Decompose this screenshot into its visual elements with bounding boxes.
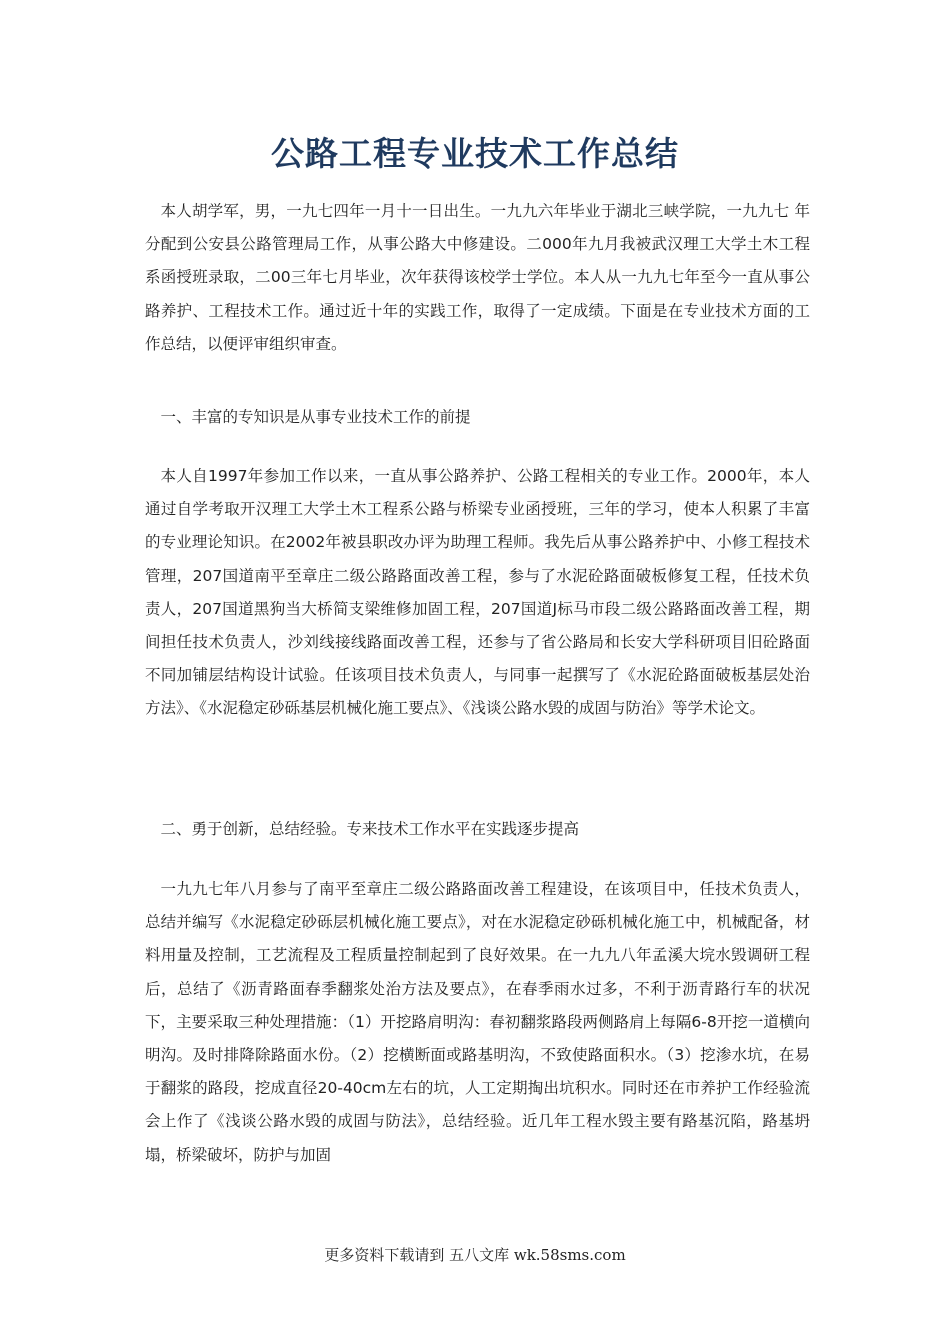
section-heading-2: 二、勇于创新，总结经验。专来技术工作水平在实践逐步提高 — [160, 820, 580, 838]
section-heading-1: 一、丰富的专知识是从事专业技术工作的前提 — [160, 408, 471, 426]
paragraph-intro: 本人胡学军，男，一九七四年一月十一日出生。一九九六年毕业于湖北三峡学院，一九九七 年分配到公安县公路管理局工作，从事公路大中修建设。二000年九月我被武汉理工大学土木工程系函授班录取，二00三年七月毕业，次年获得该校学士学位。本人从一九九七年至今一直从事公路养护、工程技术工作。通过近十年的实践工作，取得了一定成绩。下面是在专业技术方面的工作总结，以便评审组织审查。 — [145, 202, 810, 353]
paragraph-section-2: 一九九七年八月参与了南平至章庄二级公路路面改善工程建设，在该项目中，任技术负责人，总结并编写《水泥稳定砂砾层机械化施工要点》，对在水泥稳定砂砾机械化施工中，机械配备，材料用量及控制，工艺流程及工程质量控制起到了良好效果。在一九九八年孟溪大垸水毁调研工程后，总结了《沥青路面春季翻浆处治方法及要点》，在春季雨水过多，不利于沥青路行车的状况下，主要采取三种处理措施：（1）开挖路肩明沟：春初翻浆路段两侧路肩上每隔6-8开挖一道横向明沟。及时排降除路面水份。（2）挖横断面或路基明沟，不致使路面积水。（3）挖渗水坑，在易于翻浆的路段，挖成直径20-40cm左右的坑，人工定期掏出坑积水。同时还在市养护工作经验流会上作了《浅谈公路水毁的成固与防法》，总结经验。近几年工程水毁主要有路基沉陷，路基坍塌，桥梁破坏，防护与加固 — [145, 880, 810, 1164]
paragraph-section-1: 本人自1997年参加工作以来，一直从事公路养护、公路工程相关的专业工作。2000年，本人通过自学考取开汉理工大学土木工程系公路与桥梁专业函授班，三年的学习，使本人积累了丰富的专业理论知识。在2002年被县职改办评为助理工程师。我先后从事公路养护中、小修工程技术管理，207国道南平至章庄二级公路路面改善工程，参与了水泥砼路面破板修复工程，任技术负责人，207国道黑狗当大桥简支梁维修加固工程，207国道J标马市段二级公路路面改善工程，期间担任技术负责人，沙刘线接线路面改善工程，还参与了省公路局和长安大学科研项目旧砼路面不同加铺层结构设计试验。任该项目技术负责人，与同事一起撰写了《水泥砼路面破板基层处治方法》、《水泥稳定砂砾基层机械化施工要点》、《浅谈公路水毁的成固与防治》等学术论文。 — [145, 467, 810, 718]
document-title: 公路工程专业技术工作总结 — [271, 134, 679, 173]
footer-download-link[interactable]: 更多资料下载请到 五八文库 wk.58sms.com — [324, 1246, 626, 1264]
